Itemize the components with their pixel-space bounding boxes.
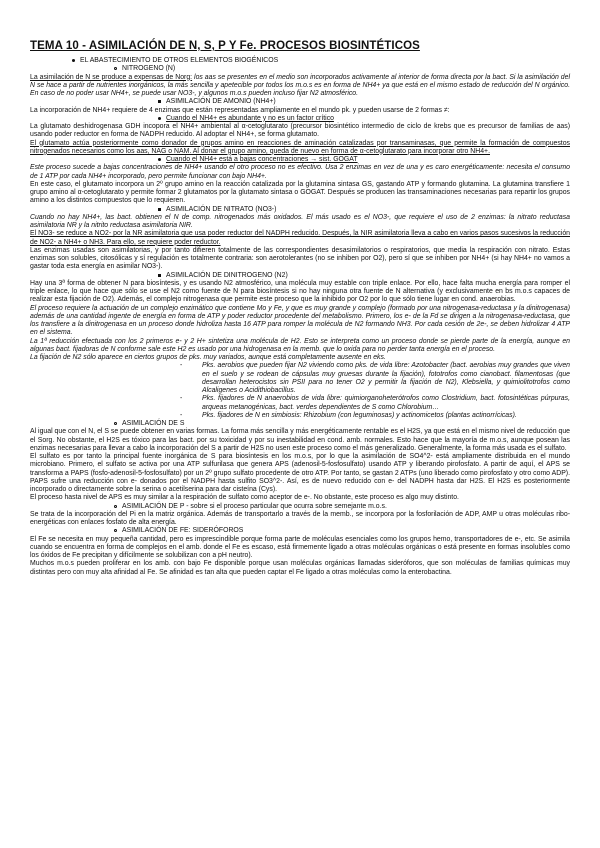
paragraph-gdh-2: El glutamato actúa posteriormente como donador de grupos amino en reacciones de aminación catalizadas por transaminasas, que permite la formación de compuestos nitrogenados necesarios como los aas, NAG o NAM. Al donar el grupo amino, queda de nuevo en forma de α-cetoglutarato para incorporar otro NH4+. xyxy=(30,139,570,155)
document-title: TEMA 10 - ASIMILACIÓN DE N, S, P Y Fe. PROCESOS BIOSINTÉTICOS xyxy=(30,40,420,52)
paragraph-n2-3: La 1ª reducción efectuada con los 2 primeros e- y 2 H+ sintetiza una molécula de H2. Esto se interpreta como un proceso donde se pierde parte de la energía, aunque en algunas bact. fijadoras de N conforme sale este H2 es usado por una hidrogenasa en la memb. que lo oxida para no perder tanta energía en el proceso. xyxy=(30,337,570,353)
heading-asimilacion-amonio: ASIMILACIÓN DE AMONIO (NH4+) xyxy=(30,98,570,106)
dash-bullet-icon: - xyxy=(180,362,183,370)
bullet-ring-icon xyxy=(108,420,122,428)
bullet-dot-icon xyxy=(152,115,166,123)
paragraph-nitrato-3: Las enzimas usadas son asimilatorias, y por tanto difieren totalmente de las correspondientes desasimilatorios o respiratorios, que media la respiración con nitrato. Estas enzimas son solubles, citosólicas y sí regulación es totalmente contraria: son aerotolerantes (no se inhiben por O2), pero sí que se inhiben por NH4+ (si hay NH4+ no vamos a gastar toda esta energía en asimilar NO3-). xyxy=(30,246,570,271)
heading-asimilacion-nitrato: ASIMILACIÓN DE NITRATO (NO3-) xyxy=(30,206,570,214)
subsection-heading-nitrogeno: NITROGENO (N) xyxy=(30,65,570,73)
list-item-anaerobios: - Pks. fijadores de N anaerobios de vida libre: quimiorganoheterótrofos como Clostridium, bact. fotosintéticas púrpuras, arqueas metanogénicas, bact. verdes dependientes de S como Chlorobium… xyxy=(180,395,570,411)
paragraph-azufre-1: Al igual que con el N, el S se puede obtener en varias formas. La forma más sencilla y más energéticamente rentable es el H2S, ya que está en el mismo nivel de reducción que el Sorg. No obstante, el H2S es tóxico para las bact. por su toxicidad y por su inestabilidad en cond. amb. normales. Esto hace que la mayoría de m.o.s, aunque posean las enzimas necesarias para llevar a cabo la incorporación del S a partir de H2S no usen este proceso como el más generalizado. Generalmente, la forma más usada es el sulfato. xyxy=(30,428,570,452)
heading-nh4-bajas-concentraciones: Cuando el NH4+ está a bajas concentraciones → sist. GOGAT xyxy=(30,156,570,164)
bullet-square-icon xyxy=(152,206,166,214)
heading-asimilacion-dinitrogeno: ASIMILACIÓN DE DINITROGENO (N2) xyxy=(30,272,570,280)
document-body xyxy=(30,57,570,577)
paragraph-fosforo: Se trata de la incorporación del Pi en la matriz orgánica. Además de transportarlo a través de la memb., se incorpora por la fosforilación de ADP, AMP u otras moléculas ribo-energéticas con enlaces fosfato de alta energía. xyxy=(30,510,570,526)
paragraph-nitrato-1: Cuando no hay NH4+, las bact. obtienen el N de comp. nitrogenados más oxidados. El más usado es el NO3-, que requiere el uso de 2 enzimas: la nitrato reductasa asimilatoria NR y la nitrito reductasa asimilatoria NIR. xyxy=(30,213,570,229)
paragraph-azufre-3: El proceso hasta nivel de APS es muy similar a la respiración de sulfato como aceptor de e-. No obstante, este proceso es algo muy distinto. xyxy=(30,494,459,502)
paragraph-gogat-1: Este proceso sucede a bajas concentraciones de NH4+ usando el otro proceso no es efectivo. Usa 2 enzimas en vez de una y es caro energéticamente: necesita el consumo de 1 ATP por cada NH4+ incorporado, pero permite funcionar con bajo NH4+. xyxy=(30,164,570,180)
heading-nh4-abundante: Cuando el NH4+ es abundante y no es un factor crítico xyxy=(30,115,570,123)
paragraph-amonio: La incorporación de NH4+ requiere de 4 enzimas que están representadas ampliamente en el mundo pk. y pueden usarse de 2 formas ≠: xyxy=(30,106,450,114)
bullet-dot-icon xyxy=(66,57,80,65)
bullet-dot-icon xyxy=(152,156,166,164)
dash-bullet-icon: - xyxy=(180,395,183,403)
bullet-ring-icon xyxy=(108,65,122,73)
paragraph-azufre-2: El sulfato es por tanto la principal fuente inorgánica de S para biosíntesis en los m.o.s, por lo que la asimilación de SO4^2- está ampliamente distribuida en el mundo microbiano. Primero, el sulfato se activa por una ATP sulfurilasa que genera APS (adenosil-5-fosfosulfato) usando ATP y liberando pirofosfato. A partir de aquí, el APS se transforma a PAPS (fosfo-adenosil-5-fosfosulfato) por un 2º grupo sulfato procedente de otro ATP. Por tanto, se gastan 2 ATPs (uno liberado como pirofosfato y otro como ADP). PAPS sufre una reducción con e- donados por el NADPH hasta sulfito SO3^2-. Así, es de nuevo reducido con e- del NADPH hasta dar H2S. El H2S es posteriormente incorporado o directamente sobre la serina o acetilserina para dar cisteína (Cys). xyxy=(30,453,570,493)
subsection-heading-fosforo: ASIMILACIÓN DE P - sobre si el proceso particular que ocurra sobre semejante m.o.s. xyxy=(30,503,570,511)
bullet-square-icon xyxy=(152,272,166,280)
subsection-heading-azufre: ASIMILACIÓN DE S xyxy=(30,420,570,428)
paragraph-n2-4: La fijación de N2 sólo aparece en ciertos grupos de pks. muy variados, aunque está completamente ausente en eks. xyxy=(30,354,386,361)
bullet-ring-icon xyxy=(108,527,122,535)
paragraph-n2-2: El proceso requiere la actuación de un complejo enzimático que contiene Mo y Fe, y que es muy grande y complejo (formado por una nitrogenasa-reductasa y la dinitrogenasa) además de una cantidad ingente de energía en forma de ATP y poder reductor procedente del metabolismo. Primero, los e- de la Fd se dirigen a la nitrogenasa-reductasa, que los transfiere a la dinitrogenasa en un proceso donde hidroliza hasta 16 ATP para romper la molécula de N2 formando NH3. Por cada cesión de 2e-, se deben hidrolizar 4 ATP en el sistema. xyxy=(30,304,570,337)
paragraph-hierro-1: El Fe se necesita en muy pequeña cantidad, pero es imprescindible porque forma parte de moléculas esenciales como los grupos hemo, transportadores de e-, etc. Se asimila cuando se encuentra en forma de complejos en el amb. donde el Fe es escaso, está firmemente ligado a otras moléculas orgánicas o está presente en formas insolubles como los óxidos de Fe precipitan y difícilmente se solubilizan con a pH neutro). xyxy=(30,535,570,559)
paragraph-gogat-2: En este caso, el glutamato incorpora un 2º grupo amino en la reacción catalizada por la glutamina sintasa GS, gastando ATP y formando glutamina. La glutamina transfiere 1 grupo amino al α-cetoglutarato y permite formar 2 glutamatos por la glutamato sintasa o GOGAT. Después se producen las transaminaciones necesarias para repartir los grupos amino a los distintos compuestos que lo requieren. xyxy=(30,180,570,205)
bullet-square-icon xyxy=(152,98,166,106)
bullet-ring-icon xyxy=(108,503,122,511)
section-heading-abastecimiento: EL ABASTECIMIENTO DE OTROS ELEMENTOS BIOGÉNICOS xyxy=(30,57,570,65)
paragraph-hierro-2: Muchos m.o.s pueden proliferar en los amb. con bajo Fe disponible porque usan moléculas orgánicas llamadas sideróforos, que son moléculas de familias químicas muy distintas pero con muy alta afinidad al Fe. Se afinidad es tan alta que pueden captar el Fe ligado a otras moléculas como la enterobactina. xyxy=(30,560,570,576)
list-item-simbiosis: - Pks. fijadores de N en simbiosis: Rhizobium (con leguminosas) y actinomicetos (plantas actinorrícicas). xyxy=(180,411,517,419)
paragraph-n2-1: Hay una 3ª forma de obtener N para biosíntesis, y es usando N2 atmosférico, una molécula muy estable con triple enlace. Por ello, hace falta mucha energía para romper el triple enlace, lo que hace que sólo se use el N2 como fuente de N para biosíntesis si no hay ninguna otra fuente de N alternativa (y exclusivamente en bs m.o.s capaces de realizar esta fijación de O2). Además, el complejo nitrogenasa que permite este proceso que la inhibido por O2 por lo que sólo tiene lugar en cond. anaerobias. xyxy=(30,279,570,304)
paragraph-nitrogeno-intro: La asimilación de N se produce a expensas de Norg: los aas se presentes en el medio son incorporados activamente al interior de forma directa por la bact. Si la asimilación del N se hace a partir de nutrientes inorgánicos, la más sencilla y apetecible por todos los m.o.s es en forma de NH4+ ya que está en el mismo estado de reducción del N orgánico. En caso de no poder usar NH4+, se puede usar NO3-, y algunos m.o.s pueden incluso fijar N2 atmosférico. xyxy=(30,73,570,97)
subsection-heading-hierro: ASIMILACIÓN DE FE: SIDERÓFOROS xyxy=(30,527,570,535)
paragraph-nitrato-2: El NO3- se reduce a NO2- por la NR asimilatoria que usa poder reductor del NADPH reducido. Después, la NIR asimilatoria lleva a cabo en varios pasos sucesivos la reducción de NO2- a NH4+ o NH3. Para ello, se requiere poder reductor. xyxy=(30,230,570,246)
list-item-aerobios: - Pks. aerobios que pueden fijar N2 viviendo como pks. de vida libre: Azotobacter (bact. aerobias muy grandes que viven en el suelo y se rodean de cápsulas muy gruesas durante la fijación), fototrofos como cianobact. filamentosas (que desarrollan heterocistos sin PSII para no tener O2 y permitir la fijación de N2), Klebsiella, y quimiolitotrofos como Alcaligenes o Acidithiobacillus. xyxy=(180,362,570,394)
dash-bullet-icon: - xyxy=(180,411,183,419)
paragraph-gdh-1: La glutamato deshidrogenasa GDH incopora el NH4+ ambiental al α-cetoglutarato (precursor biosintético intermedio de ciclo de krebs que es precursor de familias de aas) usando poder reductor en forma de NADPH reducido. Al adoptar el NH4+, se forma glutamato. xyxy=(30,123,570,139)
